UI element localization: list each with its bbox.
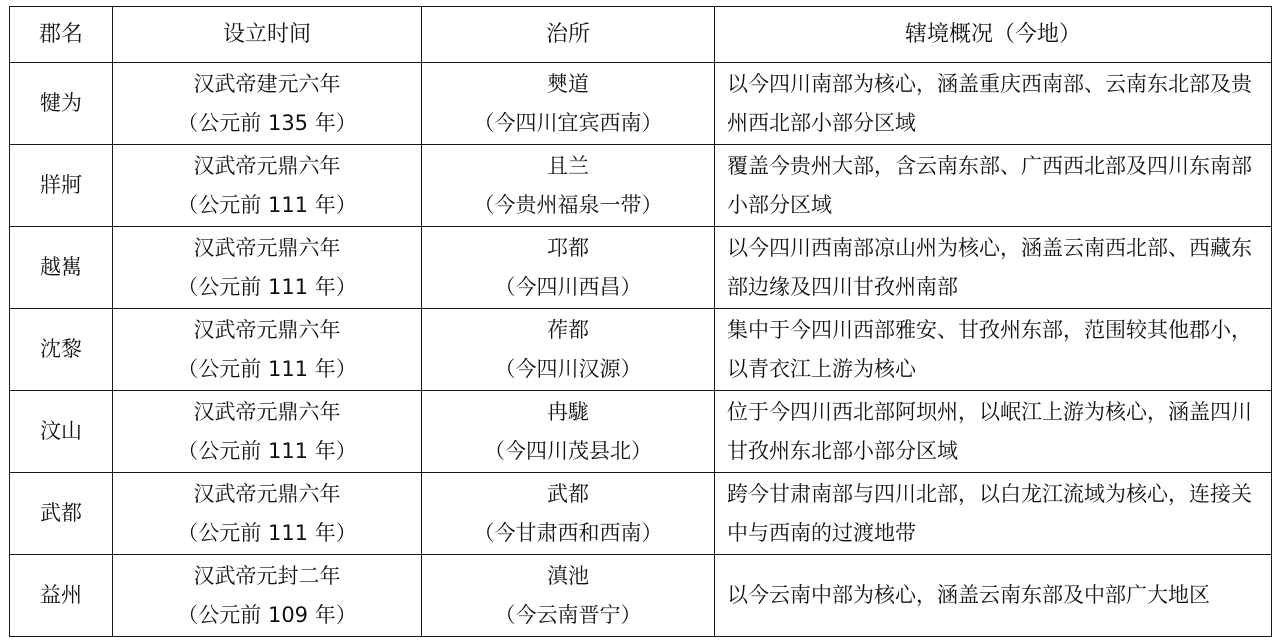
seat-name: 僰道 — [547, 71, 589, 96]
header-prefecture-name: 郡名 — [10, 7, 113, 63]
ad-year: （公元前 109 年） — [177, 602, 357, 627]
cell-prefecture-name: 牂牁 — [10, 145, 113, 227]
header-territory: 辖境概况（今地） — [715, 7, 1272, 63]
cell-seat — [422, 555, 715, 637]
table-row — [10, 473, 1272, 555]
table-row — [10, 391, 1272, 473]
cell-prefecture-name: 武都 — [10, 473, 113, 555]
territory-text: 以今四川西南部凉山州为核心，涵盖云南西北部、西藏东部边缘及四川甘孜州南部 — [727, 235, 1252, 299]
reign-year: 汉武帝元鼎六年 — [193, 481, 341, 506]
reign-year: 汉武帝元鼎六年 — [193, 235, 341, 260]
cell-established-time — [113, 309, 422, 391]
seat-modern-location: （今贵州福泉一带） — [473, 192, 663, 217]
cell-established-time — [113, 555, 422, 637]
cell-territory — [715, 555, 1272, 637]
cell-seat — [422, 63, 715, 145]
prefecture-table — [9, 6, 1272, 637]
reign-year: 汉武帝元鼎六年 — [193, 317, 341, 342]
cell-established-time — [113, 227, 422, 309]
seat-modern-location: （今云南晋宁） — [494, 602, 642, 627]
cell-prefecture-name: 越嶲 — [10, 227, 113, 309]
seat-modern-location: （今四川茂县北） — [484, 438, 652, 463]
ad-year: （公元前 135 年） — [177, 110, 357, 135]
cell-seat — [422, 309, 715, 391]
table-body — [10, 63, 1272, 637]
cell-territory — [715, 145, 1272, 227]
seat-name: 莋都 — [547, 317, 589, 342]
ad-year: （公元前 111 年） — [177, 438, 357, 463]
reign-year: 汉武帝元鼎六年 — [193, 399, 341, 424]
cell-established-time — [113, 145, 422, 227]
cell-territory — [715, 473, 1272, 555]
territory-text: 以今四川南部为核心，涵盖重庆西南部、云南东北部及贵州西北部小部分区域 — [727, 71, 1252, 135]
cell-territory — [715, 309, 1272, 391]
cell-established-time — [113, 391, 422, 473]
cell-prefecture-name: 汶山 — [10, 391, 113, 473]
reign-year: 汉武帝元封二年 — [193, 563, 341, 588]
header-established-time: 设立时间 — [113, 7, 422, 63]
cell-seat — [422, 473, 715, 555]
cell-territory — [715, 63, 1272, 145]
seat-modern-location: （今四川汉源） — [494, 356, 642, 381]
seat-modern-location: （今甘肃西和西南） — [473, 520, 663, 545]
seat-name: 邛都 — [547, 235, 589, 260]
ad-year: （公元前 111 年） — [177, 192, 357, 217]
territory-text: 集中于今四川西部雅安、甘孜州东部，范围较其他郡小，以青衣江上游为核心 — [727, 317, 1252, 381]
cell-established-time — [113, 473, 422, 555]
cell-territory — [715, 227, 1272, 309]
reign-year: 汉武帝元鼎六年 — [193, 153, 341, 178]
cell-seat — [422, 391, 715, 473]
header-seat: 治所 — [422, 7, 715, 63]
ad-year: （公元前 111 年） — [177, 274, 357, 299]
territory-text: 位于今四川西北部阿坝州，以岷江上游为核心，涵盖四川甘孜州东北部小部分区域 — [727, 399, 1252, 463]
seat-modern-location: （今四川西昌） — [494, 274, 642, 299]
table-row — [10, 309, 1272, 391]
table-header — [10, 7, 1272, 63]
seat-name: 且兰 — [547, 153, 589, 178]
territory-text: 跨今甘肃南部与四川北部，以白龙江流域为核心，连接关中与西南的过渡地带 — [727, 481, 1252, 545]
cell-prefecture-name: 益州 — [10, 555, 113, 637]
table-row — [10, 555, 1272, 637]
ad-year: （公元前 111 年） — [177, 356, 357, 381]
seat-name: 武都 — [547, 481, 589, 506]
territory-text: 覆盖今贵州大部，含云南东部、广西西北部及四川东南部小部分区域 — [727, 153, 1252, 217]
seat-modern-location: （今四川宜宾西南） — [473, 110, 663, 135]
cell-prefecture-name: 沈黎 — [10, 309, 113, 391]
reign-year: 汉武帝建元六年 — [193, 71, 341, 96]
table-row — [10, 145, 1272, 227]
cell-prefecture-name: 犍为 — [10, 63, 113, 145]
ad-year: （公元前 111 年） — [177, 520, 357, 545]
seat-name: 滇池 — [547, 563, 589, 588]
table-row — [10, 227, 1272, 309]
header-row — [10, 7, 1272, 63]
cell-seat — [422, 145, 715, 227]
cell-territory — [715, 391, 1272, 473]
cell-established-time — [113, 63, 422, 145]
territory-text: 以今云南中部为核心，涵盖云南东部及中部广大地区 — [727, 583, 1210, 607]
cell-seat — [422, 227, 715, 309]
table-row — [10, 63, 1272, 145]
seat-name: 冉駹 — [547, 399, 589, 424]
